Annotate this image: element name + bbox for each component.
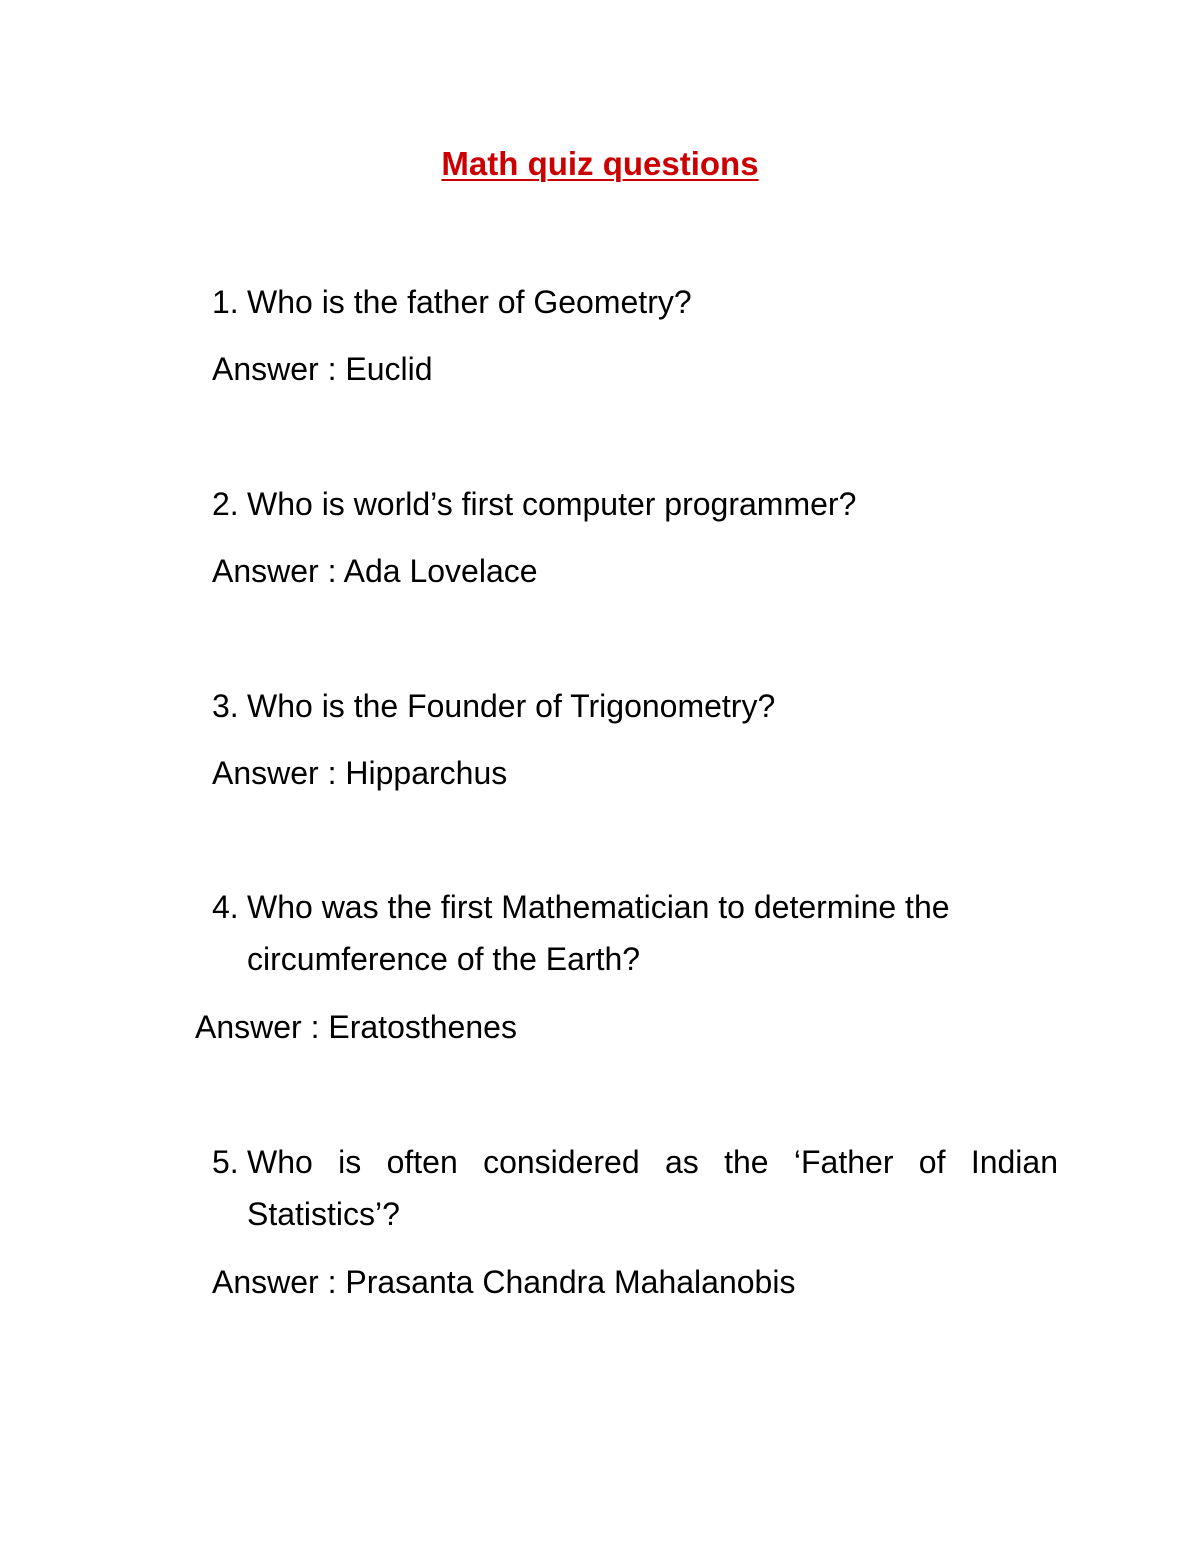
question-number: 5. [212,1144,239,1180]
question-number: 2. [212,486,239,522]
question-text: Who is the Founder of Trigonometry? [247,688,776,724]
question-word: Indian [970,1144,1058,1180]
question-word: of [918,1144,946,1180]
question-word: as [664,1144,699,1180]
question-number: 4. [212,889,239,925]
question-text: Who is world’s first computer programmer? [247,486,857,522]
question-text [247,1141,1058,1183]
question-word: Who [247,1144,313,1180]
answer-2: Answer : Ada Lovelace [212,553,538,589]
question-text: Who is the father of Geometry? [247,284,692,320]
question-word: the [724,1144,769,1180]
question-word: considered [483,1144,640,1180]
question-word: often [386,1144,458,1180]
answer-4: Answer : Eratosthenes [195,1009,517,1045]
question-5-continuation: Statistics’? [247,1196,400,1232]
question-word: ‘Father [793,1144,894,1180]
answer-5: Answer : Prasanta Chandra Mahalanobis [212,1264,796,1300]
question-word: is [338,1144,362,1180]
page-title: Math quiz questions [441,145,759,182]
answer-1: Answer : Euclid [212,351,433,387]
question-number: 1. [212,284,239,320]
question-number: 3. [212,688,239,724]
answer-3: Answer : Hipparchus [212,755,508,791]
question-4-continuation: circumference of the Earth? [247,941,641,977]
question-text: Who was the first Mathematician to determine the [247,889,950,925]
